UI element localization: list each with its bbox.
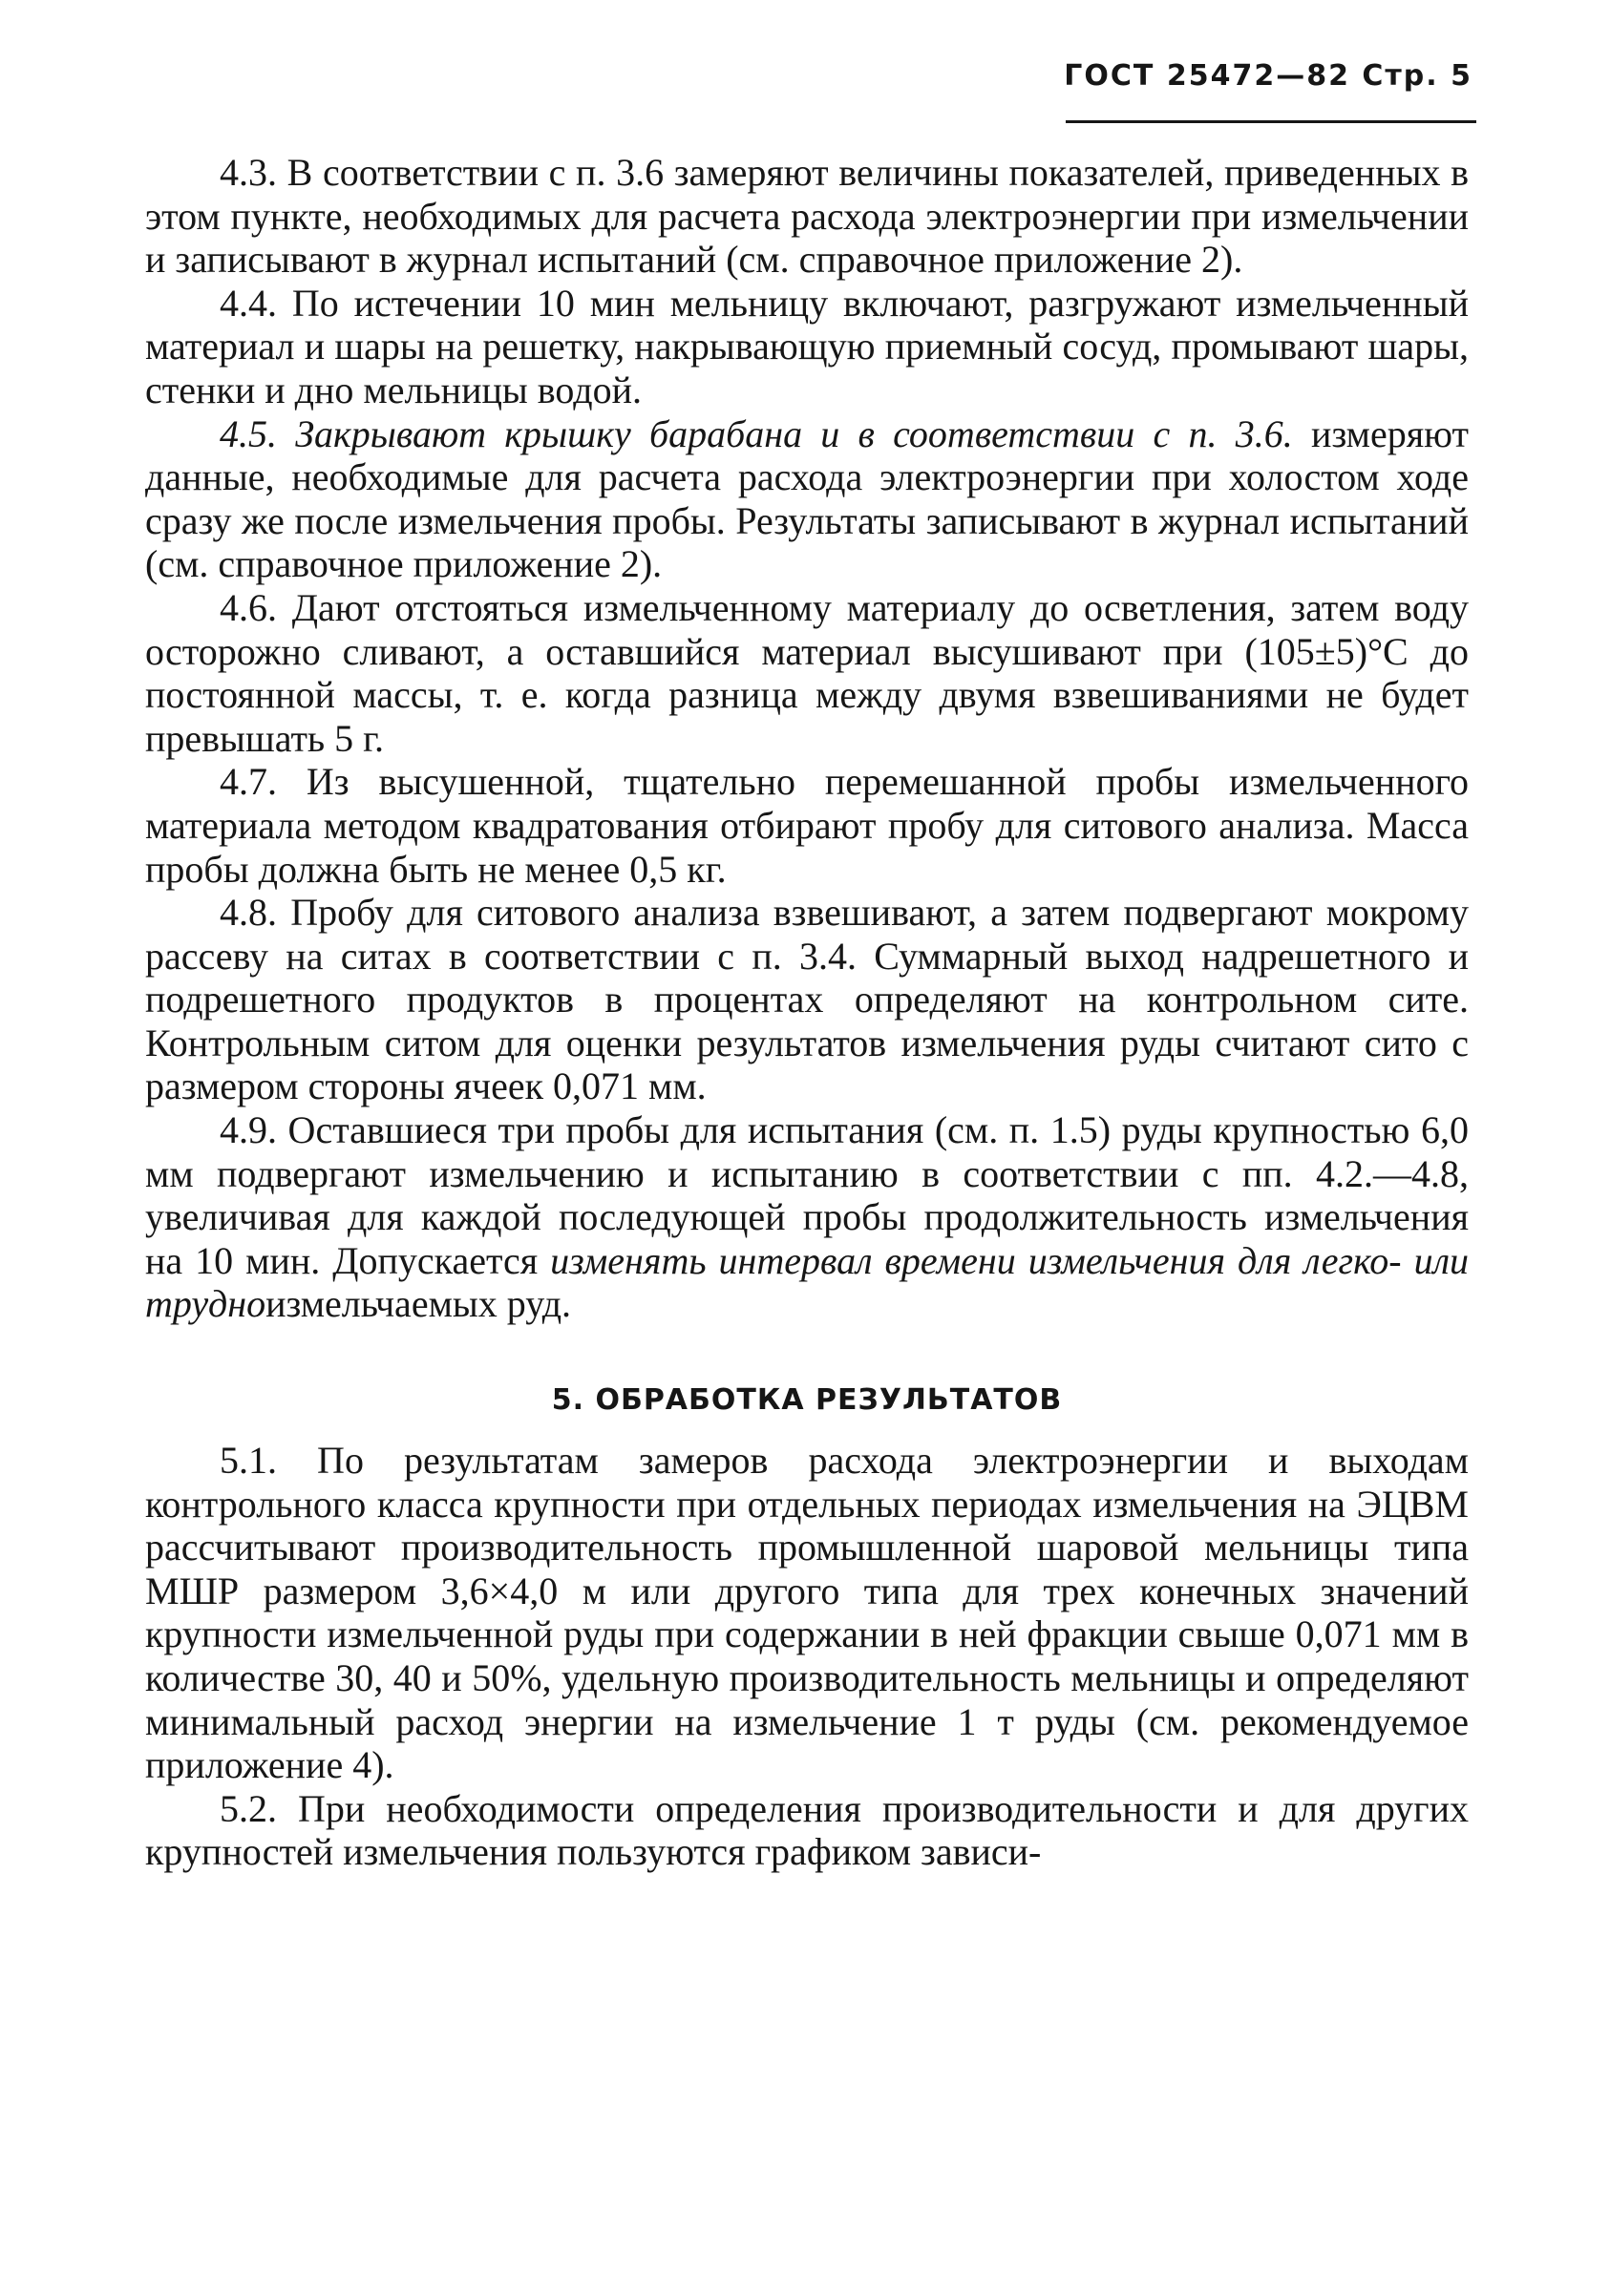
paragraph-4-7: 4.7. Из высушенной, тщательно перемешанной пробы измельченного материала методом квадратования отбирают пробу для ситового анализа. Масса пробы должна быть не менее 0,5 кг. xyxy=(145,760,1469,891)
paragraph-5-1: 5.1. По результатам замеров расхода электроэнергии и выходам контрольного класса крупности при отдельных периодах измельчения на ЭЦВМ рассчитывают производительность промышленной шаровой мельницы типа МШР размером 3,6×4,0 м или другого типа для трех конечных значений крупности измельченной руды при содержании в ней фракции свыше 0,071 мм в количестве 30, 40 и 50%, удельную производительность мельницы и определяют минимальный расход энергии на измельчение 1 т руды (см. рекомендуемое приложение 4). xyxy=(145,1439,1469,1787)
paragraph-4-5 xyxy=(145,412,1469,586)
section-title: 5. ОБРАБОТКА РЕЗУЛЬТАТОВ xyxy=(551,1383,1063,1418)
page-header: ГОСТ 25472—82 Стр. 5 xyxy=(1064,59,1472,93)
paragraph-4-9-italic: изменять интервал времени измельчения для легко- или трудно xyxy=(145,1238,1470,1326)
paragraph-4-5-italic: 4.5. Закрывают крышку барабана и в соответствии с п. 3.6. xyxy=(220,411,1293,455)
paragraph-5-2: 5.2. При необходимости определения производительности и для других крупностей измельчения пользуются графиком зависи- xyxy=(145,1786,1469,1874)
paragraph-4-6: 4.6. Дают отстояться измельченному материалу до осветления, затем воду осторожно сливают, а оставшийся материал высушивают при (105±5)°С до постоянной массы, т. е. когда разница между двумя взвешиваниями не будет превышать 5 г. xyxy=(145,585,1469,760)
paragraph-4-5-text: измеряют данные, необходимые для расчета расхода электроэнергии при холостом ходе сразу же после измельчения пробы. Результаты записывают в журнал испытаний (см. справочное приложение 2). xyxy=(145,411,1469,586)
document-body xyxy=(145,151,1469,1874)
paragraph-4-4: 4.4. По истечении 10 мин мельницу включают, разгружают измельченный материал и шары на решетку, накрывающую приемный сосуд, промывают шары, стенки и дно мельницы водой. xyxy=(145,281,1469,411)
paragraph-4-3: 4.3. В соответствии с п. 3.6 замеряют величины показателей, приведенных в этом пункте, необходимых для расчета расхода электроэнергии при измельчении и записывают в журнал испытаний (см. справочное приложение 2). xyxy=(145,151,1469,282)
paragraph-4-9 xyxy=(145,1108,1469,1326)
paragraph-4-9-start: 4.9. Оставшиеся три пробы для испытания (см. п. 1.5) руды крупностью 6,0 мм подвергают измельчению и испытанию в соответствии с пп. 4.2.—4.8, увеличивая для каждой последующей пробы продолжительность измельчения на 10 мин. Допускается xyxy=(145,1108,1469,1282)
paragraph-4-8: 4.8. Пробу для ситового анализа взвешивают, а затем подвергают мокрому рассеву на ситах в соответствии с п. 3.4. Суммарный выход надрешетного и подрешетного продуктов в процентах определяют на контрольном сите. Контрольным ситом для оценки результатов измельчения руды считают сито с размером стороны ячеек 0,071 мм. xyxy=(145,891,1469,1108)
paragraph-4-9-end: измельчаемых руд. xyxy=(265,1282,572,1326)
header-rule xyxy=(1066,120,1476,123)
